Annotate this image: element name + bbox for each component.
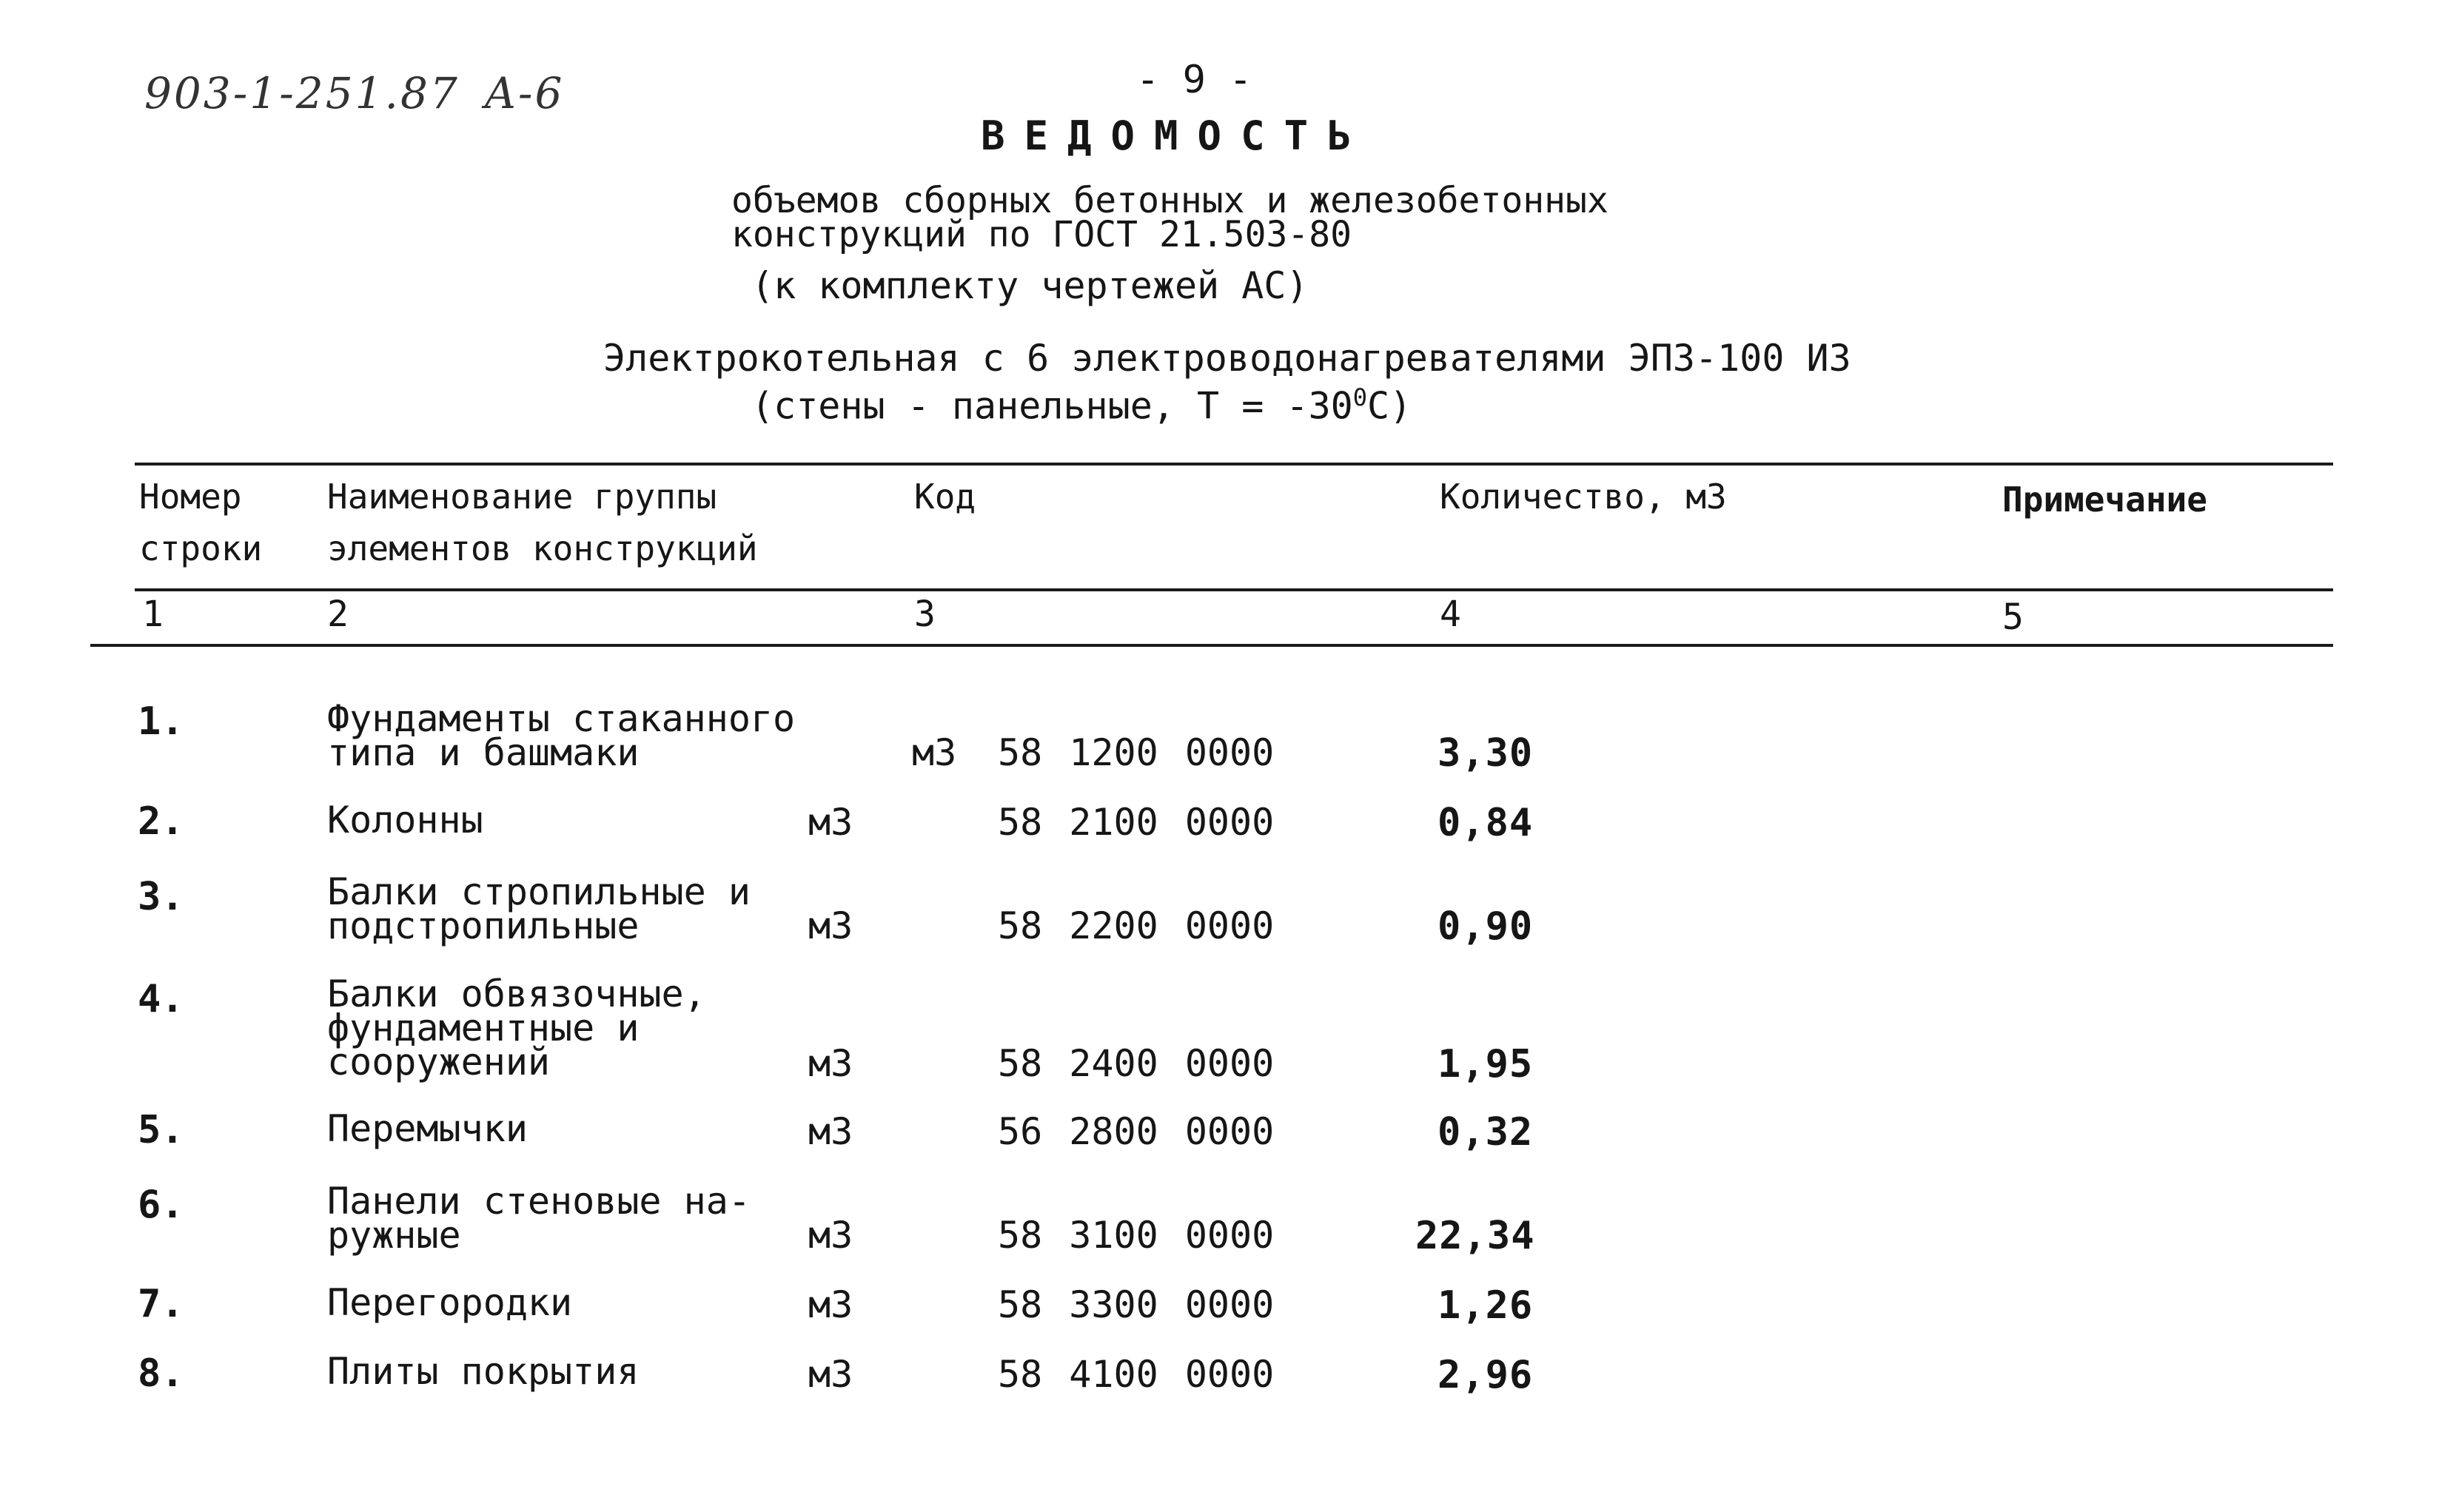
row-name-line: типа и башмаки (327, 731, 640, 774)
header-separator-rule (135, 588, 2333, 591)
row-name-line: сооружений (327, 1041, 551, 1083)
row-quantity: 0,84 (1437, 801, 1534, 845)
row-number: 3. (138, 875, 184, 919)
header-col-quantity: Количество, м3 (1440, 477, 1727, 517)
row-number: 6. (138, 1183, 184, 1227)
table-top-rule (135, 463, 2333, 466)
page-number: - 9 - (1136, 58, 1252, 102)
row-quantity: 0,90 (1437, 904, 1534, 949)
header-col-code: Код (914, 477, 976, 517)
column-number-3: 3 (914, 594, 936, 635)
degree-superscript: 0 (1352, 383, 1368, 411)
header-col-number-line-1: Номер (139, 477, 242, 517)
row-unit: м3 (808, 904, 853, 947)
row-code: 58 2100 0000 (998, 801, 1275, 844)
column-number-4: 4 (1440, 594, 1461, 635)
column-number-5: 5 (2002, 597, 2024, 638)
row-name-line: Колонны (327, 799, 483, 841)
row-quantity: 2,96 (1437, 1353, 1534, 1397)
header-col-number (139, 471, 262, 574)
subtitle-line-3: (к комплекту чертежей АС) (751, 264, 1309, 307)
column-number-1: 1 (142, 594, 164, 635)
row-name-line: Перемычки (327, 1107, 528, 1150)
row-name-line: Фундаменты стаканного (327, 697, 796, 740)
header-col-name (327, 471, 758, 574)
header-col-note: Примечание (2002, 480, 2207, 520)
row-name-line: ружные (327, 1214, 461, 1257)
object-title-line-1: Электрокотельная с 6 электроводонагревателями ЭПЗ-100 ИЗ (603, 337, 1851, 380)
row-code: 58 1200 0000 (998, 731, 1275, 774)
row-quantity: 22,34 (1415, 1214, 1535, 1258)
row-code: 56 2800 0000 (998, 1110, 1275, 1153)
row-number: 5. (138, 1108, 184, 1152)
header-col-name-line-2: элементов конструкций (327, 528, 758, 568)
header-col-name-line-1: Наименование группы (327, 477, 717, 517)
row-number: 2. (138, 799, 184, 844)
row-unit: м3 (808, 1353, 853, 1396)
row-unit: м3 (808, 1110, 853, 1153)
subtitle-line-2: конструкций по ГОСТ 21.503-80 (731, 214, 1352, 255)
row-unit: м3 (808, 1042, 853, 1085)
column-numbers-rule (90, 644, 2333, 647)
row-unit: м3 (808, 1283, 853, 1326)
subtitle-line-1: объемов сборных бетонных и железобетонных (731, 180, 1608, 221)
row-code: 58 3300 0000 (998, 1283, 1275, 1326)
handwritten-document-code: 903-1-251.87 (144, 68, 460, 118)
object-title-prefix: (стены - панельные, Т = -30 (751, 384, 1353, 428)
row-name-line: Перегородки (327, 1281, 573, 1324)
row-name-line: Плиты покрытия (327, 1350, 640, 1393)
row-code: 58 4100 0000 (998, 1353, 1275, 1396)
row-quantity: 1,95 (1437, 1042, 1534, 1086)
row-unit: м3 (912, 731, 957, 774)
row-code: 58 2200 0000 (998, 904, 1275, 947)
row-quantity: 1,26 (1437, 1283, 1534, 1328)
row-name-line: подстропильные (327, 904, 640, 947)
row-name (327, 1107, 528, 1150)
row-name (327, 1350, 640, 1393)
row-name (327, 1281, 573, 1324)
header-col-number-line-2: строки (139, 528, 263, 568)
column-number-2: 2 (327, 594, 349, 635)
object-title-line-2 (751, 383, 1412, 428)
row-quantity: 0,32 (1437, 1110, 1534, 1155)
row-number: 8. (138, 1351, 184, 1396)
row-name (327, 1180, 751, 1257)
object-title-suffix: С) (1367, 384, 1412, 428)
handwritten-album-mark: A-6 (485, 68, 565, 118)
row-number: 7. (138, 1282, 184, 1326)
row-name-line: фундаментные и (327, 1007, 640, 1049)
row-unit: м3 (808, 1214, 853, 1257)
row-number: 1. (138, 699, 184, 744)
row-name-line: Балки стропильные и (327, 870, 751, 913)
row-code: 58 3100 0000 (998, 1214, 1275, 1257)
row-name-line: Панели стеновые на- (327, 1180, 751, 1223)
row-code: 58 2400 0000 (998, 1042, 1275, 1085)
row-name (327, 972, 706, 1083)
document-title: ВЕДОМОСТЬ (981, 112, 1371, 159)
row-number: 4. (138, 977, 184, 1021)
row-quantity: 3,30 (1437, 731, 1534, 776)
row-name (327, 697, 796, 774)
row-unit: м3 (808, 801, 853, 844)
row-name (327, 799, 483, 841)
row-name (327, 870, 751, 947)
row-name-line: Балки обвязочные, (327, 972, 706, 1015)
